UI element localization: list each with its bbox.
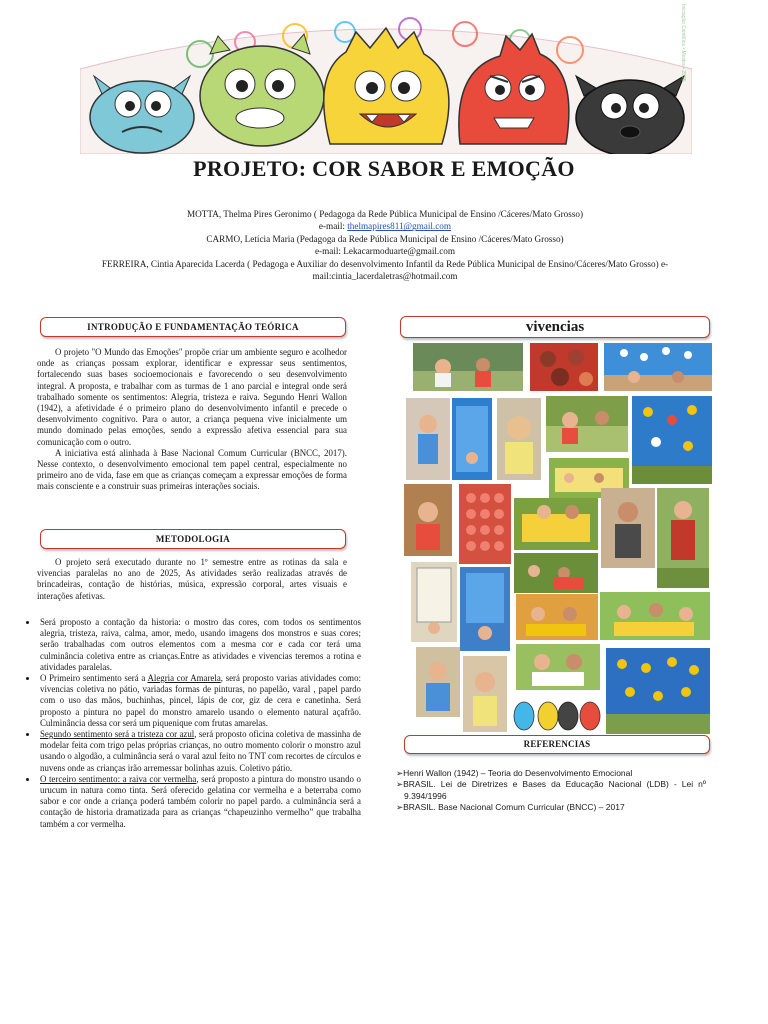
photo [632,396,712,484]
list-item: • Será proposto a contação da historia: o mostro das cores, com todos os sentimentos alegria, tristeza, raiva, calma, amor, medo, usando imagens dos monstros e suas cores; serão trabalhadas com outros elementos com a mesma cor e cada cor terá uma culminância coletiva entre as crianças.Entre as atividades e vivencias teremos a rotina e atividades paralelas. [38,617,361,673]
intro-heading: INTRODUÇÃO E FUNDAMENTAÇÃO TEÓRICA [40,317,346,337]
monsters-cutout-photo [510,694,602,734]
photo [463,656,507,732]
photo [516,644,600,690]
green-monster-icon [200,34,324,146]
list-item: • Segundo sentimento será a tristeza cor azul, será proposto oficina coletiva de massinha de modelar feita com trigo pelas próprias crianças, no outro momento colorir o monstro azul usando o algodão, a culminância será o varal azul feito no TNT com recortes de círculos e nuvens onde as crianças irão arremessar bolinhas azuis. Coletivo pátio. [38,729,361,774]
black-monster-icon [576,76,684,154]
blue-monster-icon [90,76,194,153]
photo [604,343,712,391]
photo [600,592,710,640]
paragraph: O projeto será executado durante no 1º semestre entre as rotinas da sala e vivencias paralelas no ano de 2025, As atividades serão realizadas através de brincadeiras, contação de histórias, música, expressão corporal, artes visuais e interações afetivas. [37,557,347,601]
photo [406,398,450,480]
paragraph: A iniciativa está alinhada à Base Nacional Comum Curricular (BNCC, 2017). Nesse contexto, o desenvolvimento emocional tem papel central, especialmente no primeiro ano de vida, fase em que as crianças começam a expressar emoções de forma mais consciente e a construir suas primeiras interações sociais. [37,447,347,492]
photo [413,343,523,391]
photo [514,553,598,593]
photo [460,567,510,651]
paragraph: O projeto "O Mundo das Emoções" propõe criar um ambiente seguro e acolhedor onde as crianças possam explorar, identificar e expressar seus sentimentos, fortalecendo suas bases socioemocionais e favorecendo o seu desenvolvimento integral. A proposta, e trabalhar com as turmas de 1 ano parcial e integral onde será trabalhado somente os sentimentos: Alegria, tristeza e raiva. Segundo Henri Wallon (1942), a afetividade é o primeiro plano do desenvolvimento infantil e precede o desenvolvimento cognitivo. Para o autor, a criança pequena vive inicialmente um mundo dominado pelas emoções, sendo a expressão afetiva essencial para sua comunicação com o outro. [37,347,347,447]
photo [514,498,598,550]
metodologia-list [24,617,361,830]
list-item: • O terceiro sentimento: a raiva cor vermelha, será proposto a pintura do monstro usando o urucum in natura como tinta. Será oferecido gelatina cor vermelha e a beterraba como sabor e cor onde a criança poderá também colorir no papel pardo. a culminância será a contação de historia dramatizada para as crianças “chapeuzinho vermelho” que trabalha também a cor vermelha. [38,774,361,830]
header-banner [80,14,692,154]
photo [459,484,511,564]
photo [530,343,598,391]
authors-block [90,208,680,282]
author-email-line: e-mail: thelmapires811@gmail.com [318,221,452,232]
author-line: MOTTA, Thelma Pires Geronimo ( Pedagoga da Rede Pública Municipal de Ensino /Cáceres/Mato Grosso) [186,209,584,219]
side-vertical-text: Iniciação Científica • Mostra • 2025 [680,4,686,82]
photo [452,398,492,480]
photo [546,396,628,452]
reference-item: ➢BRASIL. Base Nacional Comum Curricular (BNCC) – 2017 [396,802,625,813]
photo [601,488,655,568]
photo [606,648,710,734]
email-link[interactable]: thelmapires811@gmail.com [347,221,452,232]
photo [497,398,541,480]
photo [516,594,598,640]
author-line: FERREIRA, Cintia Aparecida Lacerda ( Pedagoga e Auxiliar do desenvolvimento Infantil da Rede Pública Municipal de Ensino/Cáceres/Mato Grosso) e-mail:cintia_lacerdaletras@hotmail.com [101,258,669,282]
intro-text [37,347,347,493]
vivencias-heading: vivencias [400,316,710,338]
references-list [396,768,706,814]
reference-item: ➢BRASIL. Lei de Diretrizes e Bases da Educação Nacional (LDB) - Lei nº 9.394/1996 [396,779,706,801]
referencias-heading: REFERENCIAS [404,735,710,754]
page-title: PROJETO: COR SABOR E EMOÇÃO [193,156,575,181]
author-email-line: e-mail: Lekacarmoduarte@gmail.com [314,246,456,257]
photo [657,488,709,588]
photo [404,484,452,556]
author-line: CARMO, Letícia Maria (Pedagoga da Rede Pública Municipal de Ensino /Cáceres/Mato Grosso) [206,233,564,244]
reference-item: ➢Henri Wallon (1942) – Teoria do Desenvolvimento Emocional [396,768,633,778]
list-item: • O Primeiro sentimento será a Alegria cor Amarela, será proposto varias atividades como: vivencias coletiva no pátio, variadas formas de pinturas, no papelão, varal , papel pardo com o uso das mãos, buchinhas, pincel, lápis de cor, giz de cera e canetinha. Será proposto a pintura no papel do monstro amarelo usando o elemento natural açafrão. Culminância dessa cor será um piquenique com frutas amarelas. [38,673,361,729]
photo [411,562,457,642]
metodologia-heading: METODOLOGIA [40,529,346,549]
monsters-illustration [80,14,692,154]
photo [416,647,460,717]
metodologia-text [37,557,347,602]
